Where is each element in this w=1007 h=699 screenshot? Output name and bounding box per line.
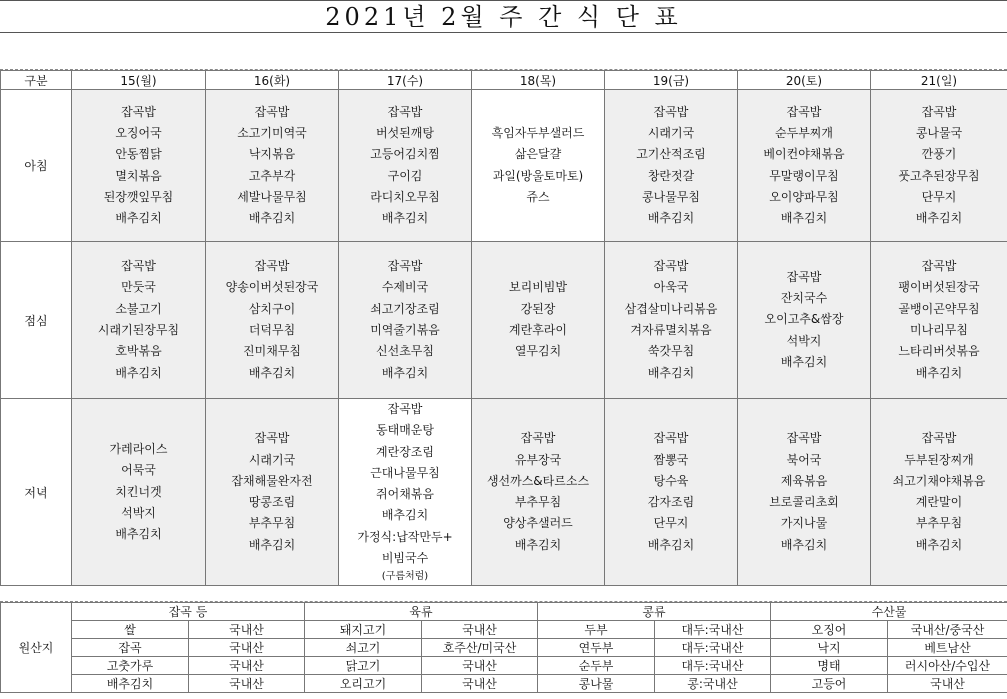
origin-row [1, 675, 1007, 693]
menu-item: 배추김치 [381, 508, 429, 523]
menu-item: 어묵국 [121, 463, 156, 478]
origin-value: 국내산 [422, 675, 538, 693]
blank-row [0, 585, 1007, 602]
lunch-row [1, 242, 1007, 399]
menu-item: 열무김치 [514, 344, 562, 359]
menu-item: 계란말이 [915, 495, 963, 510]
menu-item: 아욱국 [653, 280, 689, 295]
menu-item: 잡곡밥 [653, 104, 689, 119]
menu-item: 배추김치 [115, 365, 162, 380]
day-header: 17(수) [339, 71, 472, 90]
menu-item: 땅콩조림 [248, 495, 296, 510]
menu-items [605, 428, 737, 556]
menu-item: 배추김치 [780, 354, 828, 369]
menu-cell [339, 399, 472, 586]
origin-item: 돼지고기 [305, 621, 422, 639]
menu-item: 신선초무침 [376, 344, 434, 359]
menu-item: 배추김치 [780, 537, 828, 552]
menu-items [206, 102, 338, 230]
menu-items [206, 256, 338, 384]
menu-item: 가레라이스 [109, 441, 168, 456]
menu-item: 석박지 [121, 505, 156, 520]
menu-item: 잡곡밥 [653, 431, 689, 446]
origin-item: 배추김치 [72, 675, 189, 693]
menu-cell [206, 242, 339, 399]
menu-cell [72, 242, 206, 399]
menu-item: 가지나물 [780, 516, 828, 531]
origin-item: 오징어 [771, 621, 888, 639]
origin-item: 연두부 [538, 639, 655, 657]
menu-item: 짬뽕국 [653, 452, 689, 467]
menu-item: 베이컨야채볶음 [763, 147, 845, 162]
menu-item: 석박지 [786, 333, 822, 348]
menu-table [0, 70, 1007, 586]
menu-item: 가정식:납작만두+ [357, 529, 453, 544]
menu-item: 배추김치 [647, 365, 695, 380]
menu-item: 잡곡밥 [254, 104, 290, 119]
menu-item: 배추김치 [381, 211, 429, 226]
menu-item: 단무지 [653, 516, 689, 531]
origin-item: 오리고기 [305, 675, 422, 693]
menu-item: 양송이버섯된장국 [225, 280, 319, 295]
menu-item: 라디치오무침 [370, 189, 440, 204]
menu-item: 강된장 [520, 301, 556, 316]
menu-items [472, 277, 604, 362]
dinner-row [1, 399, 1007, 586]
menu-item: 브로콜리초회 [769, 495, 839, 510]
menu-item: 잡채해물완자전 [231, 473, 313, 488]
menu-item: 잡곡밥 [520, 431, 556, 446]
menu-item: 배추김치 [514, 537, 562, 552]
day-header: 18(목) [472, 71, 605, 90]
menu-item: 탕수육 [653, 473, 689, 488]
day-header: 15(월) [72, 71, 206, 90]
menu-item: 근대나물무침 [370, 465, 440, 480]
menu-item: 삼겹살미나리볶음 [624, 301, 718, 316]
origin-category: 콩류 [538, 603, 771, 621]
menu-item: 잡곡밥 [653, 259, 689, 274]
origin-value: 러시아산/수입산 [888, 657, 1007, 675]
menu-item: 배추김치 [647, 211, 695, 226]
origin-value: 국내산 [189, 675, 305, 693]
origin-value: 대두:국내산 [655, 621, 771, 639]
origin-value: 대두:국내산 [655, 657, 771, 675]
menu-cell [72, 90, 206, 242]
menu-item: 겨자류멸치볶음 [630, 323, 712, 337]
menu-items [339, 399, 471, 585]
menu-item: 잡곡밥 [786, 431, 822, 446]
menu-items [605, 256, 737, 384]
menu-item: 잡곡밥 [786, 104, 822, 119]
origin-category-row [1, 603, 1007, 621]
origin-category: 잡곡 등 [72, 603, 305, 621]
day-header: 21(일) [871, 71, 1007, 90]
origin-label: 원산지 [1, 603, 72, 693]
menu-item: 동태매운탕 [376, 423, 434, 438]
menu-item: 미역줄기볶음 [370, 323, 440, 337]
menu-item: 오징어국 [115, 125, 162, 140]
menu-item: 더덕무침 [248, 323, 296, 337]
menu-item: 부추무침 [514, 495, 562, 510]
menu-items [339, 256, 471, 384]
origin-row [1, 657, 1007, 675]
menu-item: 팽이버섯된장국 [898, 280, 980, 295]
menu-item: 계란후라이 [509, 323, 567, 337]
day-header: 20(토) [738, 71, 871, 90]
origin-category: 수산물 [771, 603, 1007, 621]
menu-item: 잡곡밥 [387, 104, 423, 119]
menu-item: 풋고추된장무침 [898, 168, 980, 183]
origin-value: 국내산 [189, 639, 305, 657]
origin-row [1, 639, 1007, 657]
menu-cell [206, 399, 339, 586]
menu-item: 시래기된장무침 [97, 323, 180, 337]
menu-item: 과일(방울토마토) [492, 168, 584, 183]
origin-value: 대두:국내산 [655, 639, 771, 657]
menu-item: 배추김치 [647, 537, 695, 552]
menu-item: 쇠고기장조림 [370, 301, 440, 316]
menu-item: 계란장조림 [376, 444, 434, 459]
corner-label: 구분 [1, 71, 72, 90]
menu-items [206, 428, 338, 556]
menu-item: 콩나물국 [915, 125, 963, 140]
menu-items [72, 439, 205, 545]
origin-row [1, 621, 1007, 639]
menu-item: 고추부각 [248, 168, 296, 183]
origin-value: 베트남산 [888, 639, 1007, 657]
menu-item: 호박볶음 [115, 344, 162, 359]
menu-cell [472, 399, 605, 586]
origin-item: 쇠고기 [305, 639, 422, 657]
meal-label-dinner: 저녁 [1, 399, 72, 586]
menu-item: 배추김치 [780, 211, 828, 226]
menu-item: 유부장국 [514, 452, 562, 467]
origin-value: 국내산 [422, 657, 538, 675]
menu-item: 시래기국 [647, 125, 695, 140]
origin-value: 국내산 [422, 621, 538, 639]
origin-table [0, 602, 1007, 693]
menu-item: 쥐어채볶음 [376, 487, 434, 502]
menu-cell [871, 90, 1007, 242]
menu-item: 단무지 [921, 189, 957, 204]
menu-item: 시래기국 [248, 452, 296, 467]
origin-item: 명태 [771, 657, 888, 675]
origin-item: 고춧가루 [72, 657, 189, 675]
meal-label-lunch: 점심 [1, 242, 72, 399]
menu-item: 쑥갓무침 [647, 344, 695, 359]
menu-item: 깐풍기 [921, 147, 957, 162]
menu-items [72, 102, 205, 230]
menu-items [738, 102, 870, 230]
menu-items [72, 256, 205, 384]
menu-items [738, 428, 870, 556]
menu-item: (구름처럼) [381, 571, 429, 583]
menu-cell [605, 90, 738, 242]
day-header: 16(화) [206, 71, 339, 90]
menu-item: 된장깻잎무침 [103, 189, 174, 204]
menu-cell [72, 399, 206, 586]
menu-item: 무말랭이무침 [769, 168, 839, 183]
menu-item: 치킨너겟 [115, 484, 162, 499]
origin-value: 호주산/미국산 [422, 639, 538, 657]
menu-cell [472, 90, 605, 242]
menu-item: 배추김치 [915, 537, 963, 552]
menu-item: 두부된장찌개 [904, 452, 974, 467]
meal-label-breakfast: 아침 [1, 90, 72, 242]
menu-items [738, 267, 870, 373]
menu-item: 삼치구이 [248, 301, 296, 316]
menu-item: 북어국 [786, 452, 822, 467]
menu-item: 버섯된깨탕 [376, 125, 434, 140]
menu-item: 소고기미역국 [237, 125, 307, 140]
menu-cell [472, 242, 605, 399]
menu-cell [738, 399, 871, 586]
menu-item: 배추김치 [248, 537, 296, 552]
menu-item: 잡곡밥 [786, 269, 822, 284]
menu-item: 감자조림 [647, 495, 695, 510]
menu-item: 세발나물무침 [237, 189, 307, 204]
menu-item: 잡곡밥 [921, 259, 957, 274]
origin-value: 국내산 [189, 621, 305, 639]
menu-item: 콩나물무침 [642, 189, 700, 204]
origin-value: 콩:국내산 [655, 675, 771, 693]
menu-item: 수제비국 [381, 280, 429, 295]
menu-item: 양상추샐러드 [503, 516, 573, 531]
day-header: 19(금) [605, 71, 738, 90]
origin-item: 고등어 [771, 675, 888, 693]
menu-items [871, 102, 1007, 230]
menu-item: 부추무침 [248, 516, 296, 531]
menu-item: 부추무침 [915, 516, 963, 531]
menu-item: 낙지볶음 [248, 147, 296, 162]
menu-item: 구이김 [387, 168, 423, 183]
blank-row [0, 33, 1007, 70]
origin-item: 잡곡 [72, 639, 189, 657]
menu-items [472, 123, 604, 208]
menu-item: 느타리버섯볶음 [898, 344, 980, 359]
menu-item: 골뱅이곤약무침 [898, 301, 980, 316]
menu-item: 배추김치 [248, 211, 296, 226]
menu-item: 잡곡밥 [121, 259, 156, 274]
menu-item: 배추김치 [248, 365, 296, 380]
menu-item: 잡곡밥 [921, 431, 957, 446]
menu-item: 삶은달걀 [514, 147, 562, 162]
menu-item: 안동찜닭 [115, 147, 162, 162]
menu-cell [871, 399, 1007, 586]
menu-item: 창란젓갈 [647, 168, 695, 183]
menu-item: 배추김치 [915, 365, 963, 380]
menu-cell [738, 242, 871, 399]
menu-items [472, 428, 604, 556]
menu-item: 소불고기 [115, 301, 162, 316]
menu-item: 잡곡밥 [387, 402, 423, 416]
origin-value: 국내산/중국산 [888, 621, 1007, 639]
menu-item: 고등어김치찜 [370, 147, 440, 162]
menu-cell [206, 90, 339, 242]
menu-item: 오이고추&쌈장 [764, 312, 844, 327]
menu-item: 비빔국수 [381, 551, 429, 566]
origin-item: 쌀 [72, 621, 189, 639]
menu-items [605, 102, 737, 230]
menu-item: 배추김치 [381, 365, 429, 380]
menu-item: 쥬스 [526, 189, 550, 204]
menu-item: 흑임자두부샐러드 [491, 125, 585, 140]
origin-category: 육류 [305, 603, 538, 621]
menu-item: 미나리무침 [910, 323, 968, 337]
menu-item: 쇠고기채야채볶음 [892, 473, 986, 488]
page-title: 2021년 2월 주 간 식 단 표 [0, 0, 1007, 33]
menu-item: 생선까스&타르소스 [486, 473, 590, 488]
origin-item: 닭고기 [305, 657, 422, 675]
origin-value: 국내산 [189, 657, 305, 675]
menu-item: 잡곡밥 [921, 104, 957, 119]
menu-item: 배추김치 [115, 211, 162, 226]
origin-value: 국내산 [888, 675, 1007, 693]
origin-item: 낙지 [771, 639, 888, 657]
menu-item: 제육볶음 [780, 473, 828, 488]
menu-items [871, 256, 1007, 384]
menu-item: 만둣국 [121, 280, 156, 295]
origin-item: 두부 [538, 621, 655, 639]
menu-item: 배추김치 [915, 211, 963, 226]
menu-item: 고기산적조림 [636, 147, 706, 162]
menu-item: 배추김치 [115, 527, 162, 542]
menu-items [871, 428, 1007, 556]
menu-cell [605, 242, 738, 399]
origin-item: 콩나물 [538, 675, 655, 693]
menu-item: 멸치볶음 [115, 168, 162, 183]
menu-items [339, 102, 471, 230]
menu-item: 잡곡밥 [254, 431, 290, 446]
menu-item: 잡곡밥 [387, 259, 423, 274]
menu-cell [738, 90, 871, 242]
menu-item: 잡곡밥 [254, 259, 290, 274]
origin-item: 순두부 [538, 657, 655, 675]
menu-item: 오이양파무침 [769, 189, 839, 204]
menu-cell [871, 242, 1007, 399]
breakfast-row [1, 90, 1007, 242]
menu-item: 잡곡밥 [121, 104, 156, 119]
menu-item: 순두부찌개 [775, 125, 833, 140]
menu-cell [339, 90, 472, 242]
menu-item: 보리비빔밥 [509, 280, 567, 295]
menu-cell [339, 242, 472, 399]
day-header-row [1, 71, 1007, 90]
menu-item: 진미채무침 [243, 344, 301, 359]
menu-item: 잔치국수 [780, 291, 828, 306]
menu-cell [605, 399, 738, 586]
